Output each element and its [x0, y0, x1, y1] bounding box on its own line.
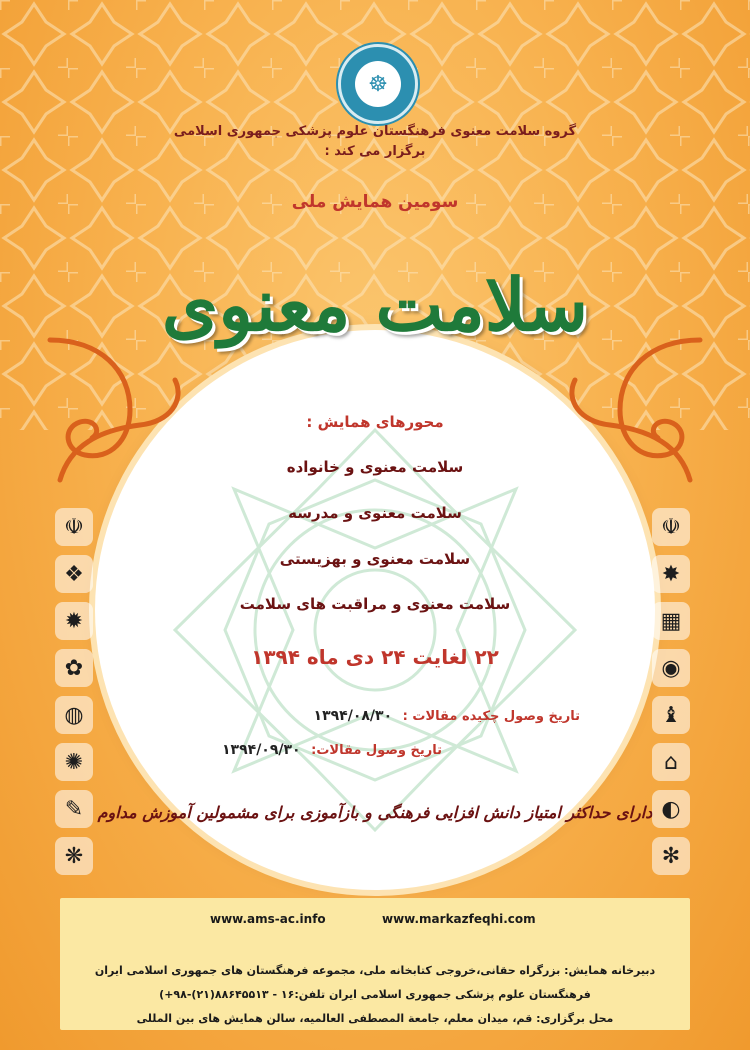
mosque-icon: ⌂: [652, 743, 690, 781]
right-sponsor-column: [652, 508, 692, 884]
pen-icon: ✎: [55, 790, 93, 828]
secretariat-address: دبیرخانه همایش: بزرگراه حقانی،خروجی کتابخانه ملی، مجموعه فرهنگستان های جمهوری اسلامی ایران: [94, 964, 656, 977]
abstract-deadline-label: تاریخ وصول چکیده مقالات :: [402, 709, 580, 724]
abstract-deadline: [314, 708, 580, 724]
globe-icon: ◍: [55, 696, 93, 734]
circle-icon: ◉: [652, 649, 690, 687]
grid-icon: ▦: [652, 602, 690, 640]
conference-number: سومین همایش ملی: [291, 192, 459, 212]
footer-links: [0, 912, 750, 932]
presents-line: برگزار می کند :: [324, 144, 426, 159]
flower-icon: ✿: [55, 649, 93, 687]
abstract-deadline-date: ۱۳۹۴/۰۸/۳۰: [313, 708, 393, 724]
book-icon: ❖: [55, 555, 93, 593]
event-date: ۲۲ لغایت ۲۴ دی ماه ۱۳۹۴: [251, 645, 499, 669]
paper-deadline: [222, 742, 442, 758]
seal-emblem-icon: ☸: [355, 61, 401, 107]
main-title: سلامت معنوی: [161, 262, 589, 347]
wave-icon: ◐: [652, 790, 690, 828]
credit-note: دارای حداکثر امتیاز دانش افزایی فرهنگی و بازآموزی برای مشمولین آموزش مداوم: [97, 803, 653, 822]
link-ams[interactable]: www.ams-ac.info: [210, 912, 326, 926]
paper-deadline-date: ۱۳۹۴/۰۹/۳۰: [222, 742, 301, 758]
emblem-icon: ☫: [55, 508, 93, 546]
axis-item: سلامت معنوی و مدرسه: [288, 504, 462, 522]
axes-heading: محورهای همایش :: [306, 413, 444, 431]
people-icon: ✻: [652, 837, 690, 875]
axis-item: سلامت معنوی و خانواده: [286, 458, 464, 476]
venue-line: محل برگزاری: قم، میدان معلم، جامعة المصطفی العالمیه، سالن همایش های بین المللی: [136, 1012, 614, 1025]
left-sponsor-column: [55, 508, 95, 884]
link-markazfeqhi[interactable]: www.markazfeqhi.com: [382, 912, 536, 926]
emblem-icon: ☫: [652, 508, 690, 546]
paper-deadline-label: تاریخ وصول مقالات:: [311, 743, 442, 758]
organizer-line: گروه سلامت معنوی فرهنگستان علوم پزشکی جمهوری اسلامی: [173, 124, 577, 139]
gear-icon: ✹: [55, 602, 93, 640]
academy-phone: فرهنگستان علوم پزشکی جمهوری اسلامی ایران تلفن:۱۶ - ۸۸۶۴۵۵۱۳(۲۱)-۹۸+): [159, 988, 591, 1001]
academy-seal-logo: [338, 44, 418, 124]
tree-icon: ❋: [55, 837, 93, 875]
axis-item: سلامت معنوی و بهزیستی: [279, 550, 471, 568]
star-icon: ✸: [652, 555, 690, 593]
figure-icon: ♝: [652, 696, 690, 734]
star-icon: ✺: [55, 743, 93, 781]
axis-item: سلامت معنوی و مراقبت های سلامت: [239, 595, 511, 613]
